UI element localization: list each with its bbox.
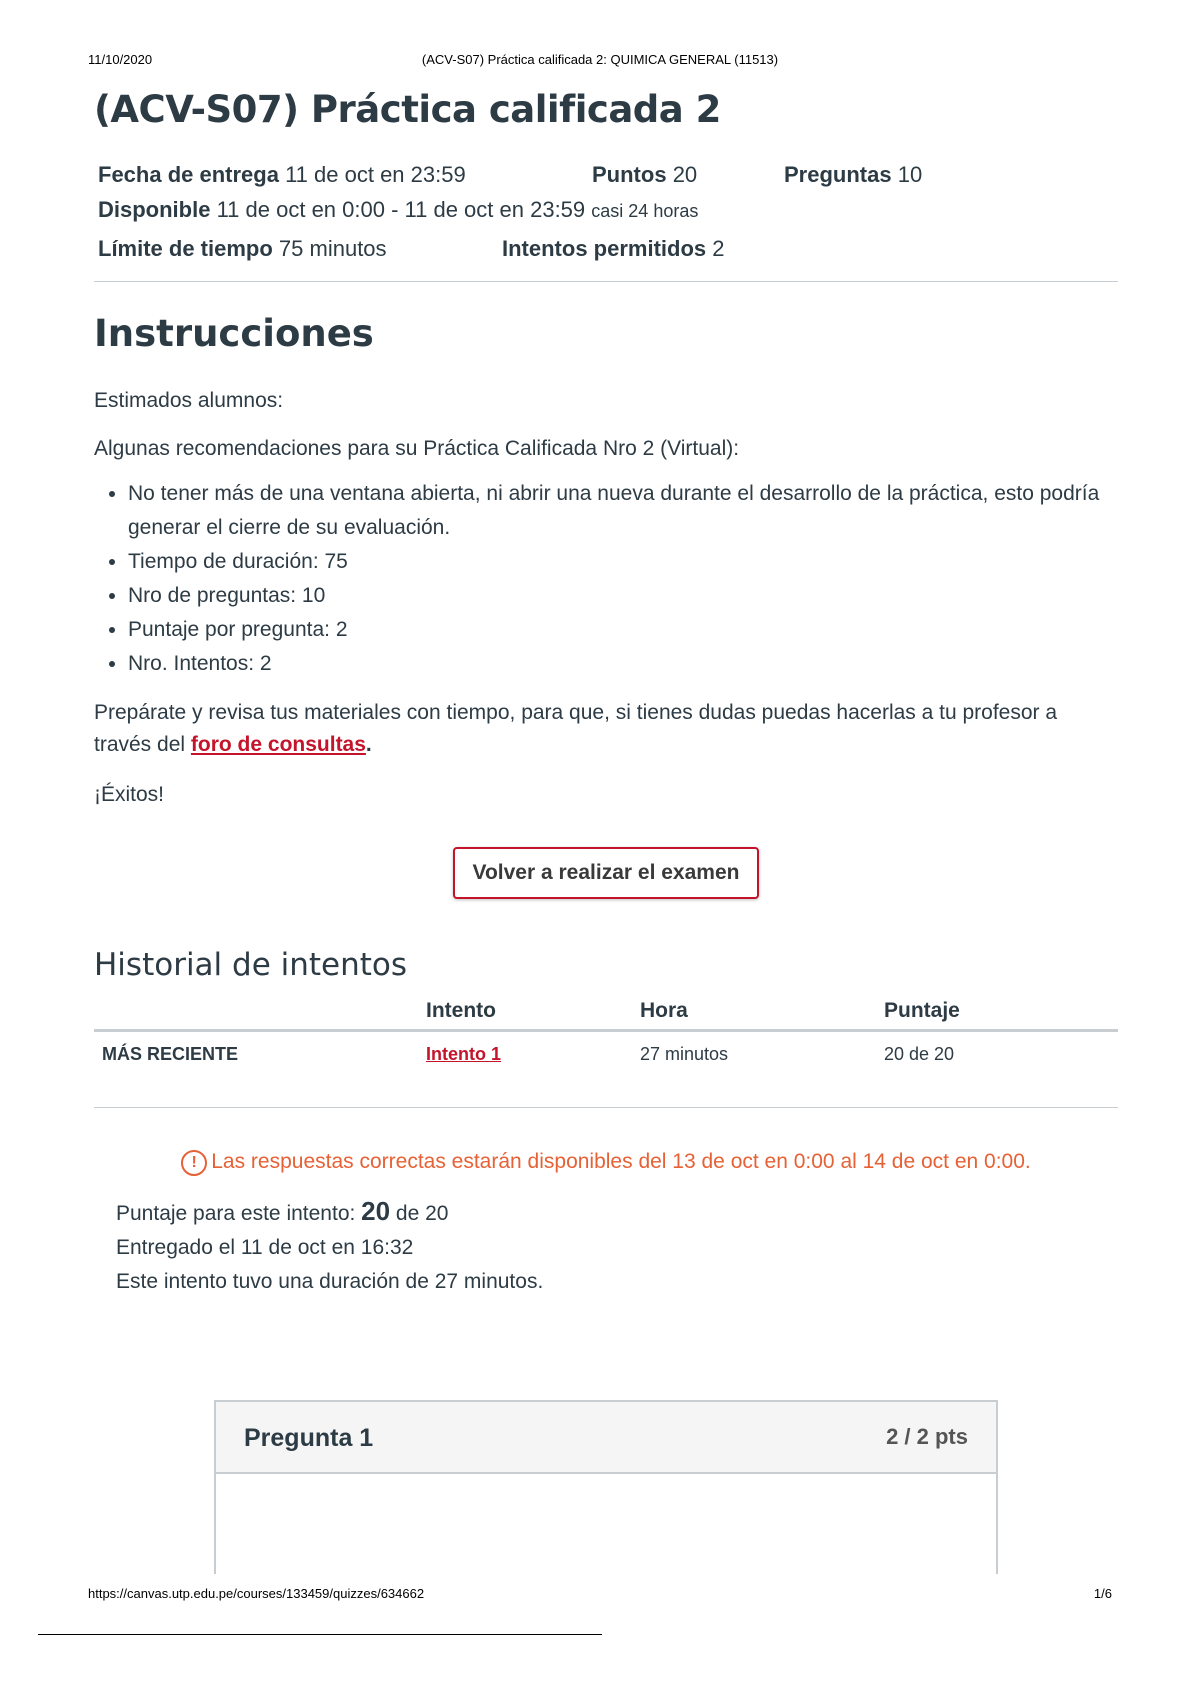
warning-icon: ! bbox=[181, 1150, 207, 1176]
print-url: https://canvas.utp.edu.pe/courses/133459/quizzes/634662 bbox=[88, 1586, 425, 1601]
quiz-content bbox=[94, 84, 1118, 1299]
col-header-attempt: Intento bbox=[426, 999, 640, 1031]
retake-wrap bbox=[94, 847, 1118, 899]
availability: Disponible 11 de oct en 0:00 - 11 de oct en 23:59 casi 24 horas bbox=[98, 197, 699, 222]
time-limit: Límite de tiempo 75 minutos bbox=[98, 236, 387, 261]
attempt-duration: Este intento tuvo una duración de 27 minutos. bbox=[116, 1270, 544, 1293]
attempt-score: Puntaje para este intento: 20 de 20 bbox=[116, 1196, 449, 1226]
list-item: • Tiempo de duración: 75 bbox=[128, 545, 1118, 579]
submitted-date: Entregado el 11 de oct en 16:32 bbox=[116, 1236, 414, 1259]
points: Puntos 20 bbox=[592, 162, 698, 187]
score-cell: 20 de 20 bbox=[884, 1044, 955, 1064]
allowed-attempts: Intentos permitidos 2 bbox=[502, 236, 725, 261]
divider bbox=[94, 281, 1118, 282]
recent-label: MÁS RECIENTE bbox=[102, 1044, 239, 1064]
col-header-score: Puntaje bbox=[884, 999, 1118, 1031]
instructions-intro: Algunas recomendaciones para su Práctica Calificada Nro 2 (Virtual): bbox=[94, 437, 740, 460]
bottom-rule bbox=[38, 1634, 602, 1635]
question-title: Pregunta 1 bbox=[244, 1424, 374, 1452]
quiz-details bbox=[94, 162, 1118, 271]
forum-link[interactable]: foro de consultas bbox=[190, 733, 366, 756]
retake-quiz-button[interactable]: Volver a realizar el examen bbox=[453, 847, 760, 899]
time-cell: 27 minutos bbox=[640, 1044, 729, 1064]
attempt-link[interactable]: Intento 1 bbox=[426, 1044, 501, 1064]
prepare-paragraph: Prepárate y revisa tus materiales con tiempo, para que, si tienes dudas puedas hacerlas a tu profesor a través del foro de consultas. bbox=[94, 701, 1058, 756]
quiz-title: (ACV-S07) Práctica calificada 2 bbox=[94, 88, 721, 131]
col-header-time: Hora bbox=[640, 999, 884, 1031]
recommendations-list bbox=[94, 477, 1118, 681]
col-header bbox=[94, 999, 426, 1031]
list-item: • Puntaje por pregunta: 2 bbox=[128, 613, 1118, 647]
list-item: • No tener más de una ventana abierta, ni abrir una nueva durante el desarrollo de la práctica, esto podría generar el cierre de su evaluación. bbox=[128, 477, 1118, 545]
greeting: Estimados alumnos: bbox=[94, 389, 284, 412]
details-row-1 bbox=[94, 162, 1118, 197]
print-footer bbox=[88, 1586, 1112, 1606]
attempts-history-table bbox=[94, 999, 1118, 1095]
answers-availability-notice: ! Las respuestas correctas estarán disponibles del 13 de oct en 0:00 al 14 de oct en 0:00. bbox=[94, 1150, 1118, 1176]
attempt-cell bbox=[426, 1031, 640, 1096]
questions-count: Preguntas 10 bbox=[784, 162, 923, 187]
history-title: Historial de intentos bbox=[94, 947, 408, 983]
question-header bbox=[216, 1402, 996, 1474]
print-page-number: 1/6 bbox=[1093, 1586, 1112, 1601]
list-item: • Nro. Intentos: 2 bbox=[128, 647, 1118, 681]
table-header-row bbox=[94, 999, 1118, 1031]
details-row-2 bbox=[94, 197, 1118, 232]
closing-text: ¡Éxitos! bbox=[94, 783, 165, 806]
list-item: • Nro de preguntas: 10 bbox=[128, 579, 1118, 613]
print-date: 11/10/2020 bbox=[88, 52, 153, 67]
question-points: 2 / 2 pts bbox=[886, 1424, 968, 1449]
details-row-3 bbox=[94, 236, 1118, 271]
divider bbox=[94, 1107, 1118, 1108]
instructions-title: Instrucciones bbox=[94, 312, 374, 355]
attempt-score-info bbox=[94, 1194, 1118, 1299]
print-doc-title: (ACV-S07) Práctica calificada 2: QUIMICA GENERAL (11513) bbox=[421, 52, 779, 67]
due-date: Fecha de entrega 11 de oct en 23:59 bbox=[98, 162, 466, 187]
table-row bbox=[94, 1031, 1118, 1096]
question-card bbox=[214, 1400, 998, 1574]
print-header bbox=[88, 52, 1112, 72]
